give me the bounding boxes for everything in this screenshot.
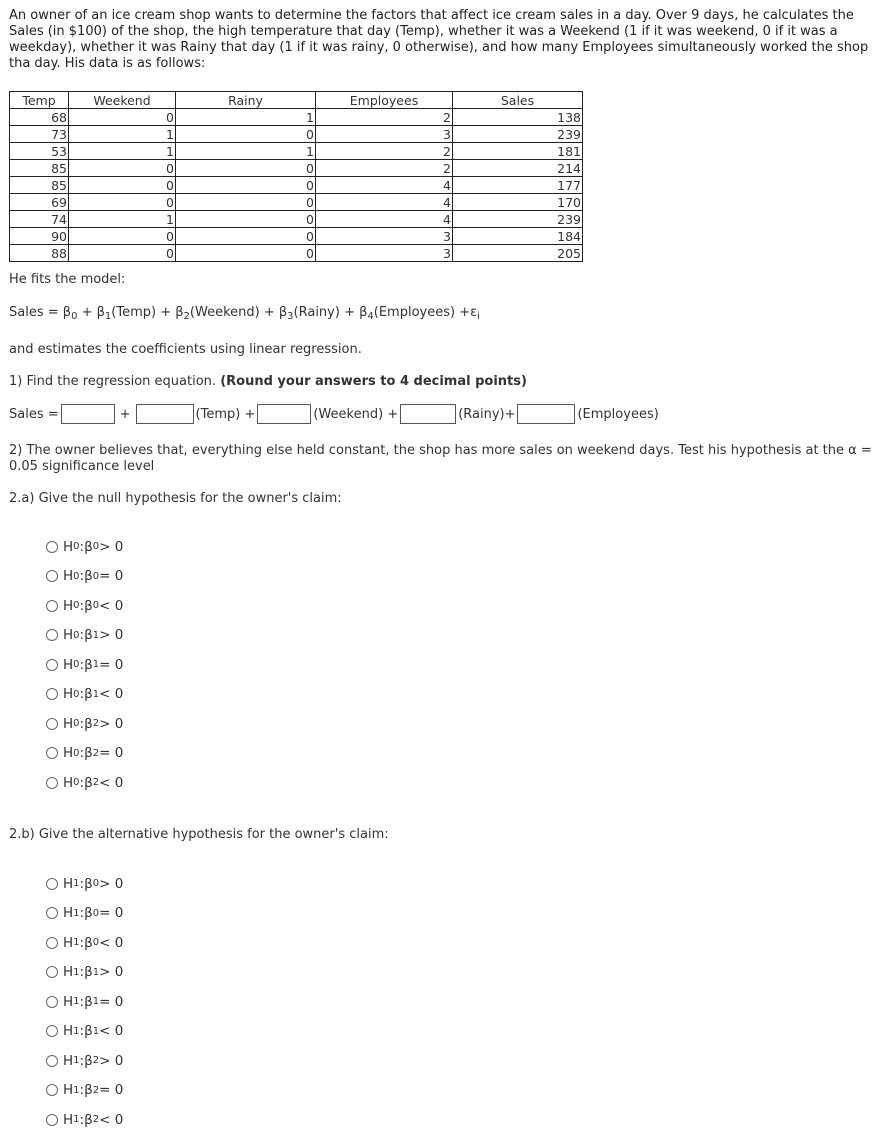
- equation-employees-label: (Employees): [577, 406, 659, 422]
- alternative-hypothesis-option[interactable]: [46, 1105, 123, 1135]
- fits-model-text: He fits the model:: [9, 272, 126, 287]
- column-header-employees: Employees: [316, 92, 453, 109]
- hyp-bs: 1: [92, 629, 100, 641]
- cell-employees: 2: [316, 160, 453, 177]
- colon: :: [79, 656, 85, 673]
- colon: :: [79, 568, 85, 585]
- hyp-op: > 0: [99, 627, 124, 644]
- hyp-bs: 0: [92, 907, 100, 919]
- hyp-h: H: [63, 993, 74, 1010]
- radio-button[interactable]: [46, 996, 58, 1008]
- cell-employees: 2: [316, 143, 453, 160]
- hyp-hs: 1: [73, 996, 80, 1008]
- cell-sales: 239: [453, 126, 583, 143]
- hyp-op: < 0: [99, 1111, 124, 1128]
- hyp-h: H: [63, 1082, 74, 1099]
- hyp-hs: 1: [73, 878, 80, 890]
- hyp-hs: 0: [73, 541, 80, 553]
- hyp-hs: 1: [73, 1055, 80, 1067]
- hyp-b: β: [84, 656, 93, 673]
- hyp-h: H: [63, 774, 74, 791]
- cell-rainy: 1: [176, 109, 316, 126]
- hyp-b: β: [84, 568, 93, 585]
- cell-sales: 177: [453, 177, 583, 194]
- beta-symbol: β: [96, 305, 105, 320]
- radio-button[interactable]: [46, 541, 58, 553]
- radio-button[interactable]: [46, 570, 58, 582]
- hyp-h: H: [63, 934, 74, 951]
- cell-sales: 138: [453, 109, 583, 126]
- cell-employees: 3: [316, 126, 453, 143]
- cell-temp: 85: [10, 160, 69, 177]
- cell-sales: 181: [453, 143, 583, 160]
- hyp-h: H: [63, 597, 74, 614]
- hyp-bs: 2: [92, 777, 100, 789]
- hyp-bs: 1: [92, 1025, 100, 1037]
- hyp-op: > 0: [99, 1052, 124, 1069]
- hyp-b: β: [84, 1023, 93, 1040]
- beta-symbol: β: [175, 305, 184, 320]
- hyp-op: = 0: [99, 905, 124, 922]
- hyp-h: H: [63, 745, 74, 762]
- alternative-hypothesis-option[interactable]: [46, 869, 123, 899]
- plus: +: [77, 305, 97, 320]
- cell-employees: 4: [316, 194, 453, 211]
- hyp-h: H: [63, 1023, 74, 1040]
- cell-temp: 90: [10, 228, 69, 245]
- alternative-hypothesis-option[interactable]: [46, 1076, 123, 1106]
- hyp-hs: 1: [73, 966, 80, 978]
- hyp-b: β: [84, 774, 93, 791]
- sub-1: 1: [104, 311, 112, 322]
- hyp-h: H: [63, 715, 74, 732]
- sub-0: 0: [71, 311, 78, 322]
- radio-button[interactable]: [46, 937, 58, 949]
- hyp-b: β: [84, 597, 93, 614]
- weekend-coefficient-input[interactable]: [257, 404, 311, 424]
- null-hypothesis-option[interactable]: [46, 532, 123, 562]
- estimate-text: and estimates the coefficients using linear regression.: [9, 342, 362, 357]
- hyp-op: = 0: [99, 1082, 124, 1099]
- hyp-h: H: [63, 538, 74, 555]
- cell-weekend: 1: [69, 126, 176, 143]
- hyp-b: β: [84, 993, 93, 1010]
- hyp-op: < 0: [99, 934, 124, 951]
- hyp-hs: 1: [73, 937, 80, 949]
- null-hypothesis-options: [46, 532, 123, 798]
- hyp-b: β: [84, 715, 93, 732]
- model-temp: (Temp) +: [111, 305, 176, 320]
- table-row: [10, 194, 583, 211]
- alternative-hypothesis-option[interactable]: [46, 899, 123, 929]
- hyp-op: = 0: [99, 993, 124, 1010]
- colon: :: [79, 774, 85, 791]
- null-hypothesis-option[interactable]: [46, 768, 123, 798]
- hyp-op: > 0: [99, 538, 124, 555]
- model-sales: Sales =: [9, 305, 63, 320]
- hyp-b: β: [84, 934, 93, 951]
- cell-weekend: 0: [69, 194, 176, 211]
- hyp-op: < 0: [99, 1023, 124, 1040]
- cell-sales: 205: [453, 245, 583, 262]
- radio-button[interactable]: [46, 1055, 58, 1067]
- radio-button[interactable]: [46, 1025, 58, 1037]
- hyp-b: β: [84, 1082, 93, 1099]
- cell-temp: 74: [10, 211, 69, 228]
- problem-intro: An owner of an ice cream shop wants to determine the factors that affect ice cream sales in a day. Over 9 days, he calculates the Sales (in $100) of the shop, the high temperature that day (Temp), whether it was a Weekend (1 if it was weekend, 0 if it was a weekday), whether it was Rainy that day (1 if it was rainy, 0 otherwise), and how many Employees simultaneously worked the shop tha day. His data is as follows:: [9, 8, 869, 71]
- table-row: [10, 160, 583, 177]
- hyp-bs: 0: [92, 937, 100, 949]
- hyp-bs: 2: [92, 1114, 100, 1126]
- cell-sales: 170: [453, 194, 583, 211]
- hyp-bs: 1: [92, 966, 100, 978]
- hyp-hs: 0: [73, 570, 80, 582]
- hyp-hs: 0: [73, 659, 80, 671]
- radio-button[interactable]: [46, 1084, 58, 1096]
- cell-sales: 239: [453, 211, 583, 228]
- equation-sales-label: Sales =: [9, 406, 59, 422]
- null-hypothesis-option[interactable]: [46, 739, 123, 769]
- hyp-hs: 0: [73, 777, 80, 789]
- radio-button[interactable]: [46, 747, 58, 759]
- colon: :: [79, 715, 85, 732]
- beta-symbol: β: [278, 305, 288, 320]
- cell-rainy: 0: [176, 245, 316, 262]
- hyp-op: > 0: [99, 875, 124, 892]
- null-hypothesis-option[interactable]: [46, 680, 123, 710]
- hyp-bs: 1: [92, 996, 100, 1008]
- colon: :: [79, 875, 85, 892]
- hyp-h: H: [63, 686, 74, 703]
- hyp-hs: 0: [73, 747, 80, 759]
- employees-coefficient-input[interactable]: [517, 404, 575, 424]
- hyp-hs: 0: [73, 600, 80, 612]
- hyp-hs: 1: [73, 1084, 80, 1096]
- hyp-hs: 1: [73, 1025, 80, 1037]
- cell-weekend: 0: [69, 245, 176, 262]
- sub-4: 4: [367, 311, 374, 322]
- table-row: [10, 109, 583, 126]
- null-hypothesis-option[interactable]: [46, 709, 123, 739]
- data-table: [9, 91, 583, 262]
- hyp-op: = 0: [99, 745, 124, 762]
- radio-button[interactable]: [46, 718, 58, 730]
- colon: :: [79, 745, 85, 762]
- hyp-b: β: [84, 745, 93, 762]
- colon: :: [79, 964, 85, 981]
- question-2: 2) The owner believes that, everything else held constant, the shop has more sales on weekend days. Test his hypothesis at the α = 0.05 significance level: [9, 443, 872, 474]
- hyp-bs: 1: [92, 659, 100, 671]
- table-header-row: [10, 92, 583, 109]
- colon: :: [79, 1023, 85, 1040]
- hyp-b: β: [84, 964, 93, 981]
- alternative-hypothesis-option[interactable]: [46, 1017, 123, 1047]
- question-1-text: 1) Find the regression equation.: [9, 374, 221, 389]
- hyp-bs: 1: [92, 688, 100, 700]
- cell-temp: 73: [10, 126, 69, 143]
- colon: :: [79, 1052, 85, 1069]
- beta-symbol: β: [62, 305, 72, 320]
- model-formula: [9, 305, 480, 322]
- hyp-h: H: [63, 656, 74, 673]
- column-header-temp: Temp: [10, 92, 69, 109]
- epsilon-symbol: ε: [470, 305, 478, 320]
- cell-rainy: 0: [176, 126, 316, 143]
- cell-temp: 85: [10, 177, 69, 194]
- colon: :: [79, 934, 85, 951]
- hyp-op: > 0: [99, 964, 124, 981]
- radio-button[interactable]: [46, 878, 58, 890]
- temp-coefficient-input[interactable]: [136, 404, 194, 424]
- hyp-op: < 0: [99, 686, 124, 703]
- null-hypothesis-option[interactable]: [46, 562, 123, 592]
- alternative-hypothesis-options: [46, 869, 123, 1135]
- sub-i: i: [477, 311, 480, 322]
- cell-weekend: 0: [69, 109, 176, 126]
- cell-rainy: 0: [176, 194, 316, 211]
- radio-button[interactable]: [46, 688, 58, 700]
- cell-rainy: 0: [176, 228, 316, 245]
- null-hypothesis-option[interactable]: [46, 621, 123, 651]
- hyp-h: H: [63, 875, 74, 892]
- hyp-h: H: [63, 1052, 74, 1069]
- radio-button[interactable]: [46, 629, 58, 641]
- hyp-bs: 0: [92, 541, 100, 553]
- hyp-op: < 0: [99, 774, 124, 791]
- hyp-b: β: [84, 1052, 93, 1069]
- radio-button[interactable]: [46, 966, 58, 978]
- cell-temp: 68: [10, 109, 69, 126]
- cell-rainy: 1: [176, 143, 316, 160]
- colon: :: [79, 686, 85, 703]
- question-1-rounding-note: (Round your answers to 4 decimal points): [220, 374, 527, 389]
- cell-temp: 69: [10, 194, 69, 211]
- hyp-b: β: [84, 627, 93, 644]
- hyp-h: H: [63, 905, 74, 922]
- hyp-bs: 2: [92, 718, 100, 730]
- radio-button[interactable]: [46, 600, 58, 612]
- colon: :: [79, 627, 85, 644]
- hyp-bs: 0: [92, 600, 100, 612]
- table-row: [10, 177, 583, 194]
- radio-button[interactable]: [46, 659, 58, 671]
- hyp-hs: 1: [73, 907, 80, 919]
- hyp-h: H: [63, 627, 74, 644]
- hyp-b: β: [84, 875, 93, 892]
- colon: :: [79, 1111, 85, 1128]
- alternative-hypothesis-option[interactable]: [46, 987, 123, 1017]
- hyp-b: β: [84, 905, 93, 922]
- table-row: [10, 211, 583, 228]
- table-row: [10, 126, 583, 143]
- cell-rainy: 0: [176, 211, 316, 228]
- cell-employees: 4: [316, 211, 453, 228]
- cell-weekend: 0: [69, 177, 176, 194]
- cell-weekend: 1: [69, 143, 176, 160]
- radio-button[interactable]: [46, 1114, 58, 1126]
- sub-2: 2: [183, 311, 190, 322]
- hyp-b: β: [84, 538, 93, 555]
- null-hypothesis-option[interactable]: [46, 650, 123, 680]
- hyp-h: H: [63, 568, 74, 585]
- question-2b: 2.b) Give the alternative hypothesis for the owner's claim:: [9, 827, 389, 842]
- colon: :: [79, 1082, 85, 1099]
- question-1: [9, 374, 527, 389]
- cell-weekend: 0: [69, 228, 176, 245]
- rainy-coefficient-input[interactable]: [400, 404, 456, 424]
- model-weekend: (Weekend) +: [189, 305, 279, 320]
- hyp-bs: 0: [92, 570, 100, 582]
- question-2a: 2.a) Give the null hypothesis for the owner's claim:: [9, 491, 342, 506]
- hyp-op: = 0: [99, 568, 124, 585]
- alternative-hypothesis-option[interactable]: [46, 1046, 123, 1076]
- hyp-op: = 0: [99, 656, 124, 673]
- regression-equation-row: [9, 403, 659, 425]
- cell-weekend: 1: [69, 211, 176, 228]
- cell-rainy: 0: [176, 160, 316, 177]
- hyp-bs: 2: [92, 1084, 100, 1096]
- cell-employees: 4: [316, 177, 453, 194]
- cell-employees: 3: [316, 245, 453, 262]
- cell-temp: 88: [10, 245, 69, 262]
- table-row: [10, 245, 583, 262]
- table-row: [10, 228, 583, 245]
- column-header-sales: Sales: [453, 92, 583, 109]
- column-header-weekend: Weekend: [69, 92, 176, 109]
- hyp-op: > 0: [99, 715, 124, 732]
- hyp-hs: 1: [73, 1114, 80, 1126]
- alternative-hypothesis-option[interactable]: [46, 958, 123, 988]
- alternative-hypothesis-option[interactable]: [46, 928, 123, 958]
- cell-temp: 53: [10, 143, 69, 160]
- beta-symbol: β: [359, 305, 368, 320]
- table-row: [10, 143, 583, 160]
- colon: :: [79, 597, 85, 614]
- hyp-op: < 0: [99, 597, 124, 614]
- model-employees: (Employees) +: [373, 305, 471, 320]
- equation-temp-label: (Temp) +: [195, 406, 256, 422]
- hyp-bs: 2: [92, 1055, 100, 1067]
- hyp-hs: 0: [73, 629, 80, 641]
- radio-button[interactable]: [46, 777, 58, 789]
- cell-employees: 3: [316, 228, 453, 245]
- cell-sales: 184: [453, 228, 583, 245]
- model-rainy: (Rainy) +: [293, 305, 360, 320]
- colon: :: [79, 905, 85, 922]
- hyp-h: H: [63, 1111, 74, 1128]
- hyp-h: H: [63, 964, 74, 981]
- equation-weekend-label: (Weekend) +: [313, 406, 399, 422]
- equation-rainy-label: (Rainy)+: [458, 406, 516, 422]
- colon: :: [79, 538, 85, 555]
- hyp-hs: 0: [73, 718, 80, 730]
- cell-rainy: 0: [176, 177, 316, 194]
- colon: :: [79, 993, 85, 1010]
- hyp-hs: 0: [73, 688, 80, 700]
- cell-weekend: 0: [69, 160, 176, 177]
- column-header-rainy: Rainy: [176, 92, 316, 109]
- hyp-bs: 2: [92, 747, 100, 759]
- cell-employees: 2: [316, 109, 453, 126]
- sub-3: 3: [287, 311, 294, 322]
- cell-sales: 214: [453, 160, 583, 177]
- equation-plus: +: [119, 406, 131, 422]
- hyp-bs: 0: [92, 878, 100, 890]
- intercept-input[interactable]: [61, 404, 115, 424]
- null-hypothesis-option[interactable]: [46, 591, 123, 621]
- hyp-b: β: [84, 686, 93, 703]
- radio-button[interactable]: [46, 907, 58, 919]
- hyp-b: β: [84, 1111, 93, 1128]
